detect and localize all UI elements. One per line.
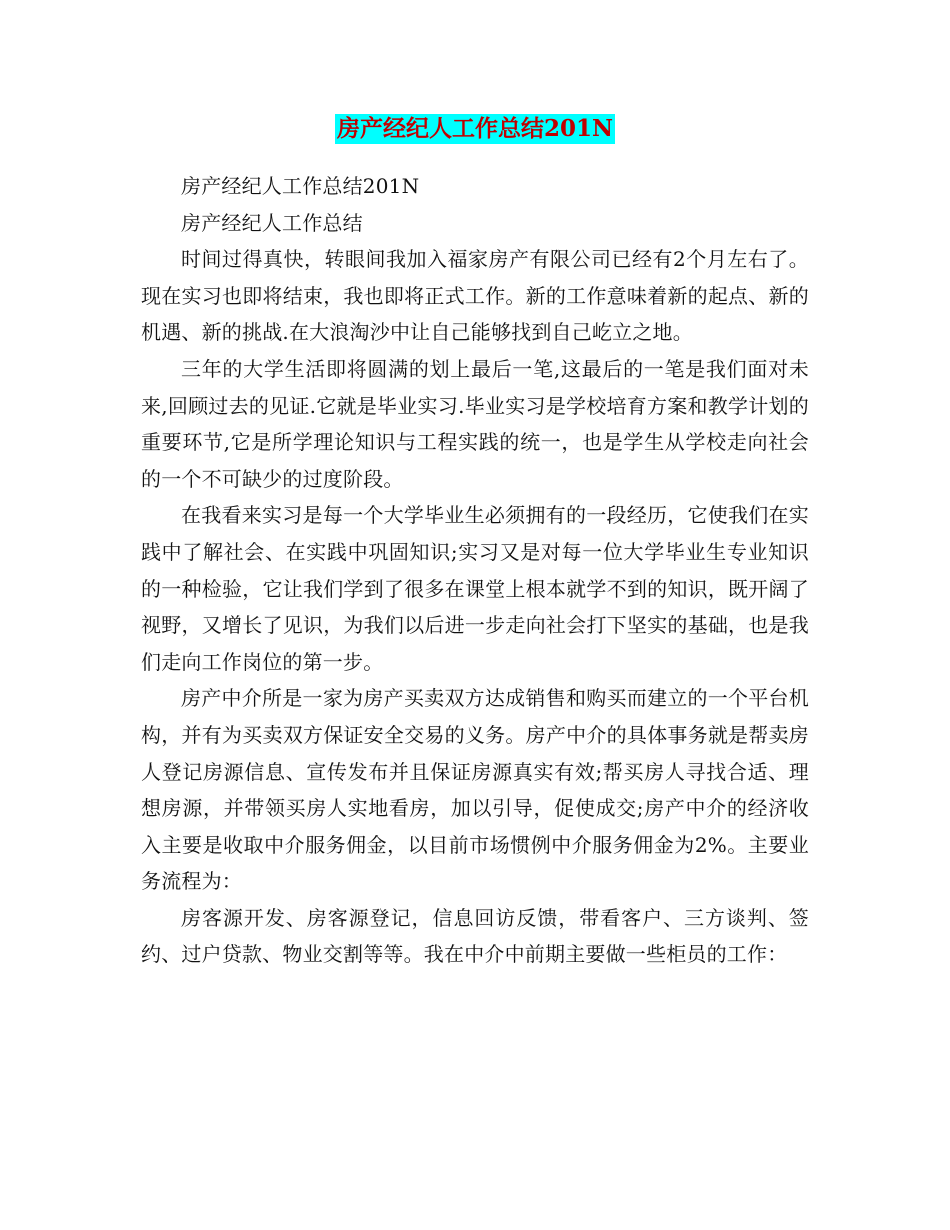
document-body xyxy=(141,168,809,973)
document-title: 房产经纪人工作总结201N xyxy=(336,115,614,142)
paragraph-experience: 在我看来实习是每一个大学毕业生必须拥有的一段经历，它使我们在实践中了解社会、在实践中巩固知识;实习又是对每一位大学毕业生专业知识的一种检验，它让我们学到了很多在课堂上根本就学不到的知识，既开阔了视野，又增长了见识，为我们以后进一步走向社会打下坚实的基础，也是我们走向工作岗位的第一步。 xyxy=(141,503,809,674)
title-container xyxy=(0,114,950,144)
paragraph-internship: 三年的大学生活即将圆满的划上最后一笔,这最后的一笔是我们面对未来,回顾过去的见证.它就是毕业实习.毕业实习是学校培育方案和教学计划的重要环节,它是所学理论知识与工程实践的统一，也是学生从学校走向社会的一个不可缺少的过度阶段。 xyxy=(141,356,809,491)
paragraph-agency: 房产中介所是一家为房产买卖双方达成销售和购买而建立的一个平台机构，并有为买卖双方保证安全交易的义务。房产中介的具体事务就是帮卖房人登记房源信息、宣传发布并且保证房源真实有效;帮买房人寻找合适、理想房源，并带领买房人实地看房，加以引导，促使成交;房产中介的经济收入主要是收取中介服务佣金，以目前市场惯例中介服务佣金为2%。主要业务流程为： xyxy=(141,686,809,894)
paragraph-heading: 房产经纪人工作总结 xyxy=(181,210,363,235)
paragraph-process: 房客源开发、房客源登记，信息回访反馈，带看客户、三方谈判、签约、过户贷款、物业交割等等。我在中介中前期主要做一些柜员的工作： xyxy=(141,905,809,967)
paragraph-subtitle: 房产经纪人工作总结201N xyxy=(181,174,420,198)
paragraph-intro: 时间过得真快，转眼间我加入福家房产有限公司已经有2个月左右了。现在实习也即将结束，我也即将正式工作。新的工作意味着新的起点、新的机遇、新的挑战.在大浪淘沙中让自己能够找到自己屹立之地。 xyxy=(141,247,809,345)
